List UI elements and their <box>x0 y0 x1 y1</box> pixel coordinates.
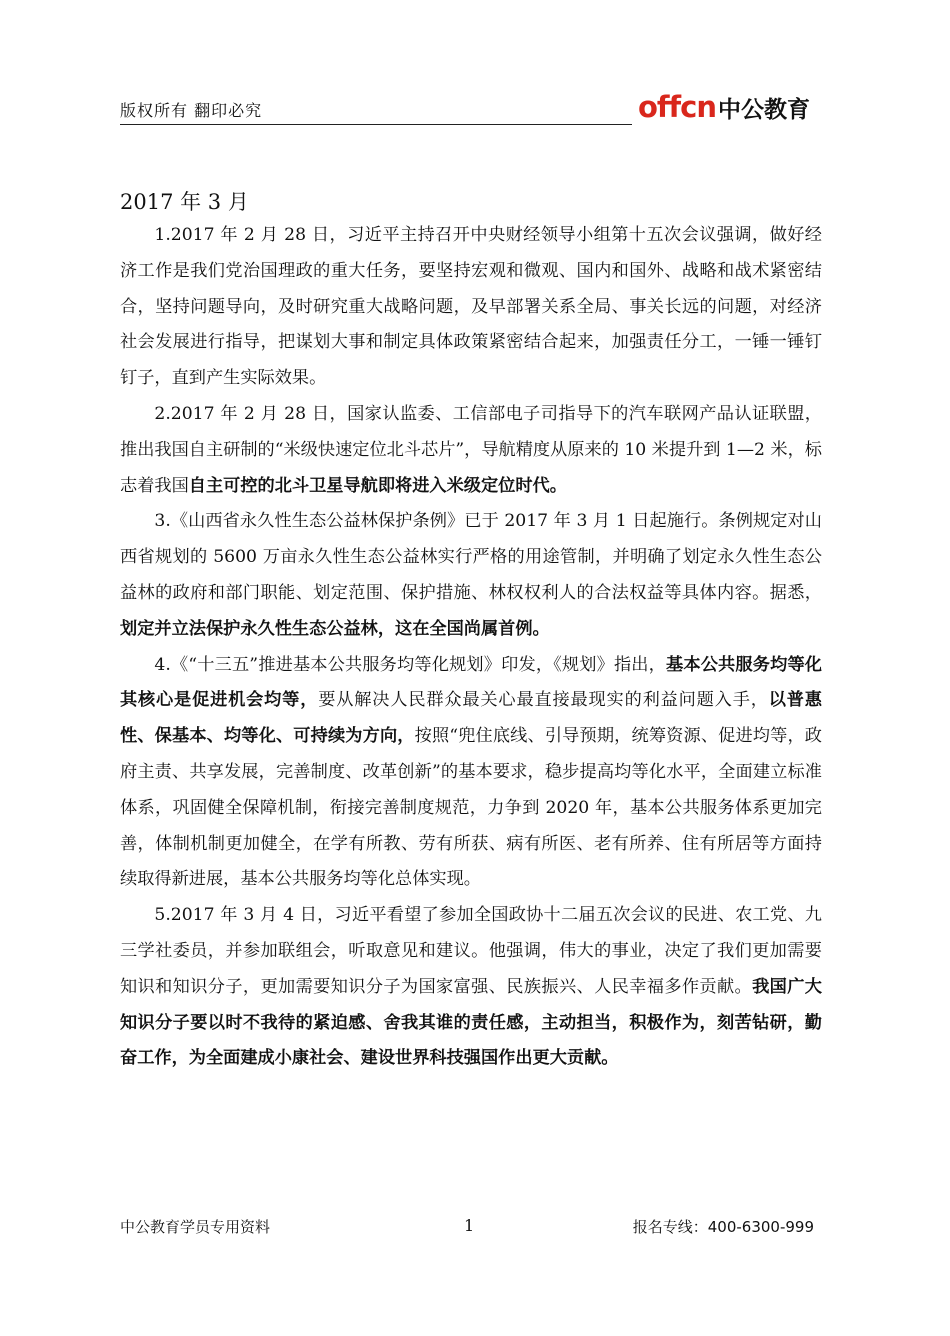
news-item-1 <box>120 218 822 397</box>
text-run: 2.2017 年 2 月 28 日，国家认监委、工信部电子司指导下的汽车联网产品认证联盟，推出我国自主研制的“米级快速定位北斗芯片”，导航精度从原来的 10 米提升到 1—2 米，标志着我国 <box>120 403 822 496</box>
page-number: 1 <box>464 1216 475 1235</box>
page-header <box>120 90 820 130</box>
header-divider <box>120 124 632 125</box>
page-footer <box>120 1216 822 1246</box>
news-item-3 <box>120 504 822 647</box>
text-run: 要从解决人民群众最关心最直接最现实的利益问题入手， <box>318 690 769 711</box>
hotline: 报名专线：400-6300-999 <box>632 1218 814 1236</box>
section-title: 2017 年 3 月 <box>120 190 249 214</box>
offcn-logo <box>638 90 810 124</box>
news-item-4 <box>120 648 822 899</box>
news-item-2 <box>120 397 822 504</box>
footer-label: 中公教育学员专用资料 <box>120 1218 271 1236</box>
bold-highlight: 划定并立法保护永久性生态公益林，这在全国尚属首例。 <box>120 618 550 639</box>
text-run: 1.2017 年 2 月 28 日，习近平主持召开中央财经领导小组第十五次会议强调，做好经济工作是我们党治国理政的重大任务，要坚持宏观和微观、国内和国外、战略和战术紧密结合，坚持问题导向，及时研究重大战略问题，及早部署关系全局、事关长远的问题，对经济社会发展进行指导，把谋划大事和制定具体政策紧密结合起来，加强责任分工，一锤一锤钉钉子，直到产生实际效果。 <box>120 225 822 389</box>
copyright-notice: 版权所有 翻印必究 <box>120 101 263 120</box>
logo-text-en: offcn <box>638 90 716 124</box>
bold-highlight: 基本公共服务均等化其核心是促进机会均等， <box>120 654 822 711</box>
bold-highlight: 以普惠性、保基本、均等化、可持续为方向， <box>120 690 822 747</box>
bold-highlight: 自主可控的北斗卫星导航即将进入米级定位时代。 <box>188 475 567 496</box>
logo-text-cn: 中公教育 <box>718 97 810 123</box>
text-run: 5.2017 年 3 月 4 日，习近平看望了参加全国政协十二届五次会议的民进、农工党、九三学社委员，并参加联组会，听取意见和建议。他强调，伟大的事业，决定了我们更加需要知识和知识分子，更加需要知识分子为国家富强、民族振兴、人民幸福多作贡献。 <box>120 905 822 997</box>
text-run: 4.《“十三五”推进基本公共服务均等化规划》印发，《规划》指出， <box>154 654 667 675</box>
text-run: 按照“兜住底线、引导预期，统筹资源、促进均等，政府主责、共享发展，完善制度、改革创新”的基本要求，稳步提高均等化水平，全面建立标准体系，巩固健全保障机制，衔接完善制度规范，力争到 2020 年，基本公共服务体系更加完善，体制机制更加健全，在学有所教、劳有所获、病有所医、老有所养、住有所居等方面持续取得新进展，基本公共服务均等化总体实现。 <box>120 726 822 890</box>
bold-highlight: 我国广大知识分子要以时不我待的紧迫感、舍我其谁的责任感，主动担当，积极作为，刻苦钻研，勤奋工作，为全面建成小康社会、建设世界科技强国作出更大贡献。 <box>120 976 822 1069</box>
news-item-5 <box>120 898 822 1077</box>
document-body <box>120 218 822 1077</box>
text-run: 3.《山西省永久性生态公益林保护条例》已于 2017 年 3 月 1 日起施行。条例规定对山西省规划的 5600 万亩永久性生态公益林实行严格的用途管制，并明确了划定永久性生态公益林的政府和部门职能、划定范围、保护措施、林权权利人的合法权益等具体内容。据悉， <box>120 511 822 603</box>
